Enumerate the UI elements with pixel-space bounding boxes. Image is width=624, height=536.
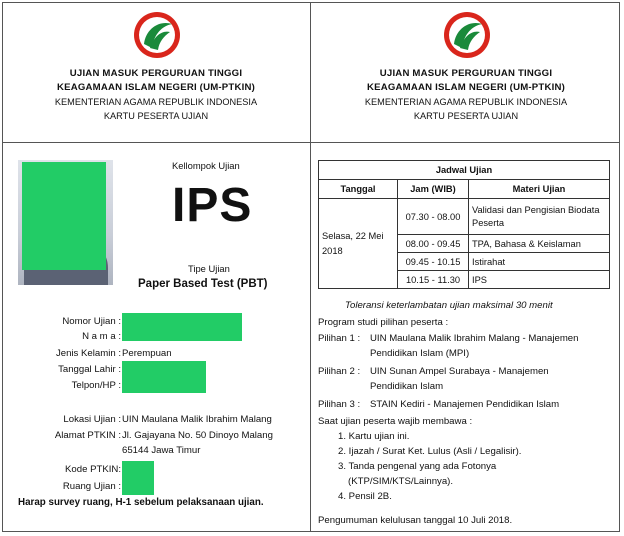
jenis-kelamin-value: Perempuan bbox=[122, 348, 172, 359]
alamat-ptkin-label: Alamat PTKIN : bbox=[54, 430, 121, 441]
row-time: 09.45 - 10.15 bbox=[398, 253, 469, 271]
bring-item-3-line-1: 3. Tanda pengenal yang ada Fotonya bbox=[338, 461, 497, 472]
um-ptkin-logo-icon bbox=[132, 10, 182, 60]
program-heading: Program studi pilihan peserta : bbox=[318, 317, 449, 328]
schedule-title: Jadwal Ujian bbox=[319, 161, 610, 180]
col-time-header: Jam (WIB) bbox=[398, 180, 469, 199]
alamat-line-1: Jl. Gajayana No. 50 Dinoyo Malang bbox=[122, 430, 273, 441]
tanggal-lahir-label: Tanggal Lahir : bbox=[58, 364, 121, 375]
bring-item-1: 1. Kartu ujian ini. bbox=[338, 431, 410, 442]
choice-1-line-2: Pendidikan Islam (MPI) bbox=[370, 348, 470, 359]
header-line-1: UJIAN MASUK PERGURUAN TINGGI bbox=[379, 68, 553, 79]
jenis-kelamin-label: Jenis Kelamin : bbox=[55, 348, 121, 359]
row-time: 10.15 - 11.30 bbox=[398, 271, 469, 289]
nama-label: N a m a : bbox=[82, 331, 121, 342]
photo-redaction bbox=[22, 162, 106, 270]
choice-2-line-2: Pendidikan Islam bbox=[370, 381, 444, 392]
group-label: Kellompok Ujian bbox=[172, 160, 240, 171]
row-time: 08.00 - 09.45 bbox=[398, 235, 469, 253]
lokasi-ujian-label: Lokasi Ujian : bbox=[63, 414, 121, 425]
alamat-line-2: 65144 Jawa Timur bbox=[122, 445, 201, 456]
horizontal-divider bbox=[2, 142, 620, 143]
choice-3-line-1: STAIN Kediri - Manajemen Pendidikan Islam bbox=[370, 399, 560, 410]
telpon-label: Telpon/HP : bbox=[71, 380, 121, 391]
bring-item-3-line-2: (KTP/SIM/KTS/Lainnya). bbox=[348, 476, 454, 487]
col-subject-header: Materi Ujian bbox=[469, 180, 610, 199]
choice-1-label: Pilihan 1 : bbox=[318, 333, 361, 344]
kode-ruang-redaction bbox=[122, 461, 154, 495]
dob-phone-redaction bbox=[122, 361, 206, 393]
header-line-4: KARTU PESERTA UJIAN bbox=[103, 111, 209, 121]
participant-photo bbox=[18, 160, 113, 285]
header-line-2: KEAGAMAAN ISLAM NEGERI (UM-PTKIN) bbox=[367, 82, 565, 93]
announcement: Pengumuman kelulusan tanggal 10 Juli 2018. bbox=[318, 515, 513, 526]
group-value: IPS bbox=[172, 179, 253, 232]
nomor-nama-redaction bbox=[122, 313, 242, 341]
row-time: 07.30 - 08.00 bbox=[398, 199, 469, 235]
header-line-3: KEMENTERIAN AGAMA REPUBLIK INDONESIA bbox=[364, 97, 568, 107]
header-right bbox=[312, 2, 620, 142]
row-subject: IPS bbox=[469, 271, 610, 289]
row-subject: Validasi dan Pengisian Biodata Peserta bbox=[469, 199, 610, 235]
header-line-3: KEMENTERIAN AGAMA REPUBLIK INDONESIA bbox=[54, 97, 258, 107]
choice-3-label: Pilihan 3 : bbox=[318, 399, 361, 410]
header-line-1: UJIAN MASUK PERGURUAN TINGGI bbox=[69, 68, 243, 79]
type-label: Tipe Ujian bbox=[188, 263, 230, 274]
table-row bbox=[319, 199, 610, 235]
header-left bbox=[2, 2, 310, 142]
bring-heading: Saat ujian peserta wajib membawa : bbox=[318, 416, 473, 427]
type-value: Paper Based Test (PBT) bbox=[138, 278, 268, 290]
um-ptkin-logo-icon bbox=[442, 10, 492, 60]
lokasi-ujian-value: UIN Maulana Malik Ibrahim Malang bbox=[122, 414, 272, 425]
choice-2-label: Pilihan 2 : bbox=[318, 366, 361, 377]
survey-warning: Harap survey ruang, H-1 sebelum pelaksanaan ujian. bbox=[18, 497, 264, 508]
vertical-divider bbox=[310, 2, 311, 532]
choice-2-line-1: UIN Sunan Ampel Surabaya - Manajemen bbox=[370, 366, 549, 377]
ruang-ujian-label: Ruang Ujian : bbox=[62, 481, 121, 492]
schedule-table bbox=[318, 160, 610, 289]
col-date-header: Tanggal bbox=[319, 180, 398, 199]
schedule-date: Selasa, 22 Mei 2018 bbox=[319, 199, 398, 289]
bring-item-2: 2. Ijazah / Surat Ket. Lulus (Asli / Legalisir). bbox=[338, 446, 522, 457]
tolerance-note: Toleransi keterlambatan ujian maksimal 30 menit bbox=[345, 300, 553, 311]
kode-ptkin-label: Kode PTKIN: bbox=[65, 464, 121, 475]
row-subject: Istirahat bbox=[469, 253, 610, 271]
row-subject: TPA, Bahasa & Keislaman bbox=[469, 235, 610, 253]
choice-1-line-1: UIN Maulana Malik Ibrahim Malang - Manajemen bbox=[370, 333, 579, 344]
header-line-4: KARTU PESERTA UJIAN bbox=[413, 111, 519, 121]
bring-item-4: 4. Pensil 2B. bbox=[338, 491, 392, 502]
nomor-ujian-label: Nomor Ujian : bbox=[62, 316, 121, 327]
header-line-2: KEAGAMAAN ISLAM NEGERI (UM-PTKIN) bbox=[57, 82, 255, 93]
